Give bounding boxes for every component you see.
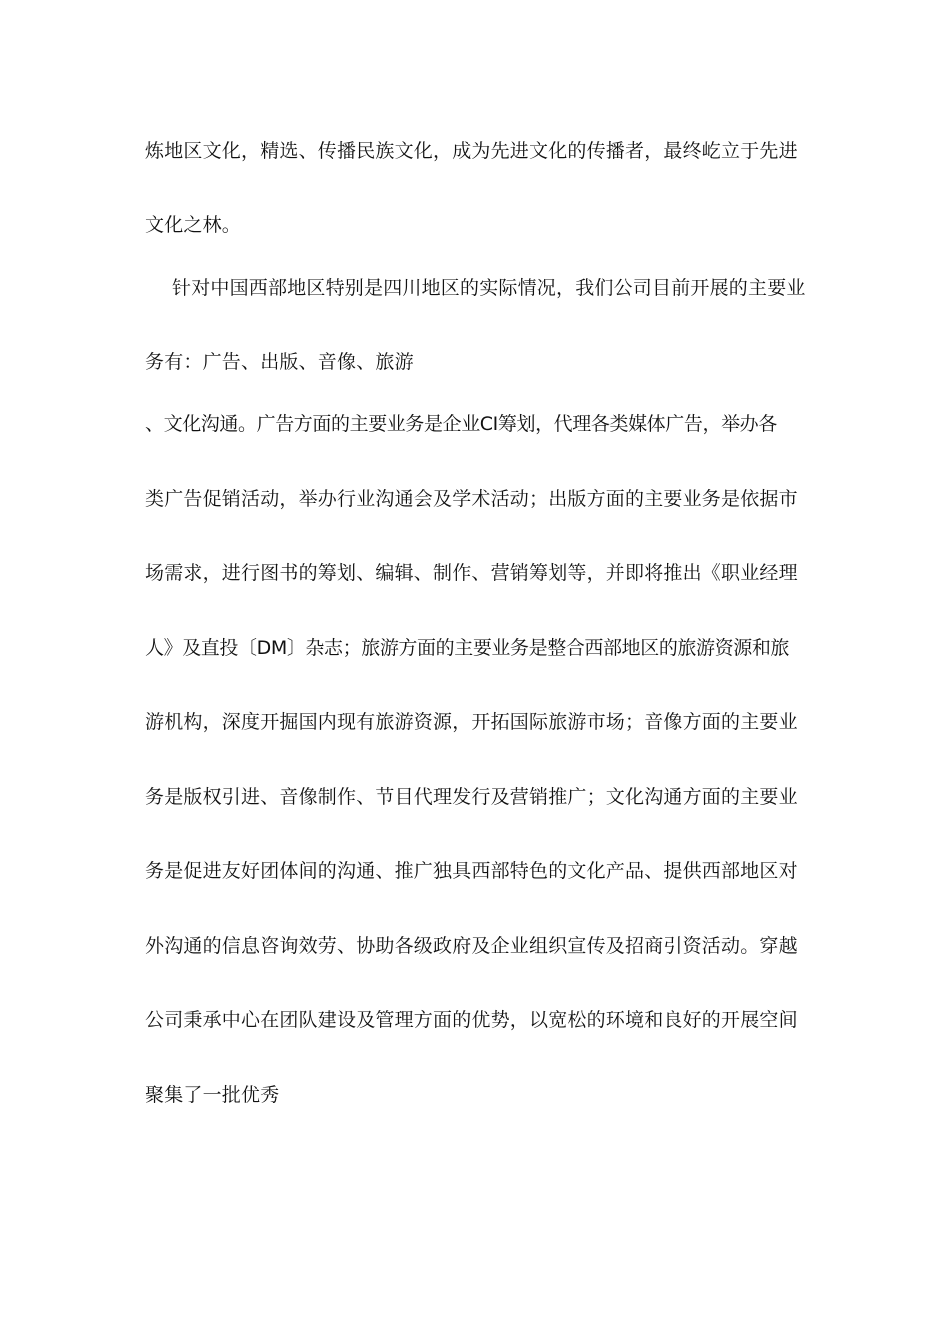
paragraph-start-line: 针对中国西部地区特别是四川地区的实际情况，我们公司目前开展的主要业	[172, 277, 806, 299]
text-line-4: 务有：广告、出版、音像、旅游	[145, 351, 414, 373]
text-line-8: 人》及直投〔DM〕杂志；旅游方面的主要业务是整合西部地区的旅游资源和旅	[145, 637, 790, 659]
text-line-2: 文化之林。	[145, 214, 242, 236]
text-line-11: 务是促进友好团体间的沟通、推广独具西部特色的文化产品、提供西部地区对	[145, 860, 798, 882]
text-line-10: 务是版权引进、音像制作、节目代理发行及营销推广；文化沟通方面的主要业	[145, 786, 798, 808]
text-line-7: 场需求，进行图书的筹划、编辑、制作、营销筹划等，并即将推出《职业经理	[145, 562, 798, 584]
text-line-5: 、文化沟通。广告方面的主要业务是企业CI筹划，代理各类媒体广告，举办各	[145, 413, 777, 435]
text-line-12: 外沟通的信息咨询效劳、协助各级政府及企业组织宣传及招商引资活动。穿越	[145, 935, 798, 957]
text-line-9: 游机构，深度开掘国内现有旅游资源，开拓国际旅游市场；音像方面的主要业	[145, 711, 798, 733]
text-line-13: 公司秉承中心在团队建设及管理方面的优势，以宽松的环境和良好的开展空间	[145, 1009, 798, 1031]
text-line-6: 类广告促销活动，举办行业沟通会及学术活动；出版方面的主要业务是依据市	[145, 488, 798, 510]
text-line-1: 炼地区文化，精选、传播民族文化，成为先进文化的传播者，最终屹立于先进	[145, 140, 798, 162]
text-line-14: 聚集了一批优秀	[145, 1084, 280, 1106]
